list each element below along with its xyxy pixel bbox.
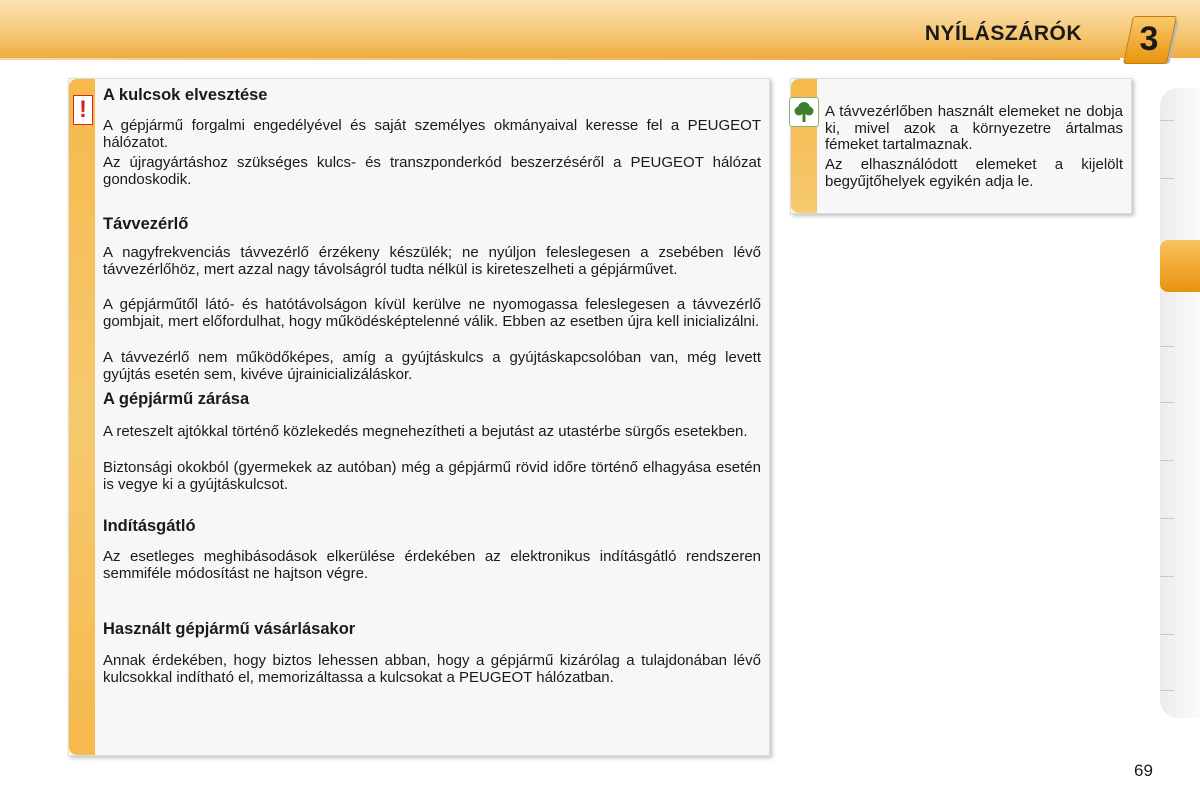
- warning-icon: !: [73, 95, 93, 125]
- paragraph: Az esetleges meghibásodások elkerülése érdekében az elektronikus indításgátló rendszeren semmiféle módosítást ne hajtson végre.: [103, 548, 761, 582]
- warning-box: [68, 78, 770, 756]
- chapter-title: NYÍLÁSZÁRÓK: [924, 22, 1082, 45]
- tab-divider: [1160, 634, 1174, 635]
- paragraph: A távvezérlő nem működőképes, amíg a gyújtáskulcs a gyújtáskapcsolóban van, még levett gyújtás esetén sem, kivéve újrainicializáláskor.: [103, 349, 761, 383]
- note-paragraph: A távvezérlőben használt elemeket ne dobja ki, mivel azok a környezetre ártalmas fémeket tartalmaznak.: [825, 103, 1123, 153]
- tab-divider: [1160, 518, 1174, 519]
- paragraph: A gépjármű forgalmi engedélyével és saját személyes okmányaival keresse fel a PEUGEOT hálózatot.: [103, 117, 761, 151]
- tab-divider: [1160, 576, 1174, 577]
- section-title-used-vehicle: Használt gépjármű vásárlásakor: [103, 620, 356, 638]
- paragraph: Biztonsági okokból (gyermekek az autóban) még a gépjármű rövid időre történő elhagyása esetén is vegye ki a gyújtáskulcsot.: [103, 459, 761, 493]
- tab-divider: [1160, 346, 1174, 347]
- section-title-locking: A gépjármű zárása: [103, 390, 250, 408]
- warning-box-sidebar: [69, 79, 95, 755]
- page-number: 69: [1134, 761, 1153, 780]
- chapter-tab-active: [1160, 240, 1200, 292]
- paragraph: Az újragyártáshoz szükséges kulcs- és transzponderkód beszerzéséről a PEUGEOT hálózat gondoskodik.: [103, 154, 761, 188]
- environment-note-box: [790, 78, 1132, 214]
- section-title-remote-control: Távvezérlő: [103, 215, 189, 233]
- chapter-number: 3: [1139, 20, 1159, 58]
- tab-divider: [1160, 690, 1174, 691]
- section-title-lost-keys: A kulcsok elvesztése: [103, 86, 268, 104]
- note-paragraph: Az elhasználódott elemeket a kijelölt begyűjtőhelyek egyikén adja le.: [825, 156, 1123, 190]
- tab-divider: [1160, 402, 1174, 403]
- section-title-immobiliser: Indításgátló: [103, 517, 196, 535]
- paragraph: A nagyfrekvenciás távvezérlő érzékeny készülék; ne nyúljon feleslegesen a zsebében lévő távvezérlőhöz, mert azzal nagy távolságról tudta nélkül is kireteszelheti a gépjárművet.: [103, 244, 761, 278]
- paragraph: Annak érdekében, hogy biztos lehessen abban, hogy a gépjármű kizárólag a tulajdonában lévő kulcsokkal indítható el, memorizáltassa a kulcsokat a PEUGEOT hálózatban.: [103, 652, 761, 686]
- tab-divider: [1160, 178, 1174, 179]
- tab-divider: [1160, 120, 1174, 121]
- tree-icon: [789, 97, 819, 127]
- chapter-tab-strip: [1160, 88, 1200, 718]
- paragraph: A gépjárműtől látó- és hatótávolságon kívül kerülve ne nyomogassa feleslegesen a távvezérlő gombjait, mert előfordulhat, hogy működésképtelenné válik. Ebben az esetben újra kell inicializálni.: [103, 296, 761, 330]
- paragraph: A reteszelt ajtókkal történő közlekedés megnehezítheti a bejutást az utastérbe sürgős esetekben.: [103, 423, 748, 440]
- header-divider: [0, 58, 1120, 60]
- tab-divider: [1160, 460, 1174, 461]
